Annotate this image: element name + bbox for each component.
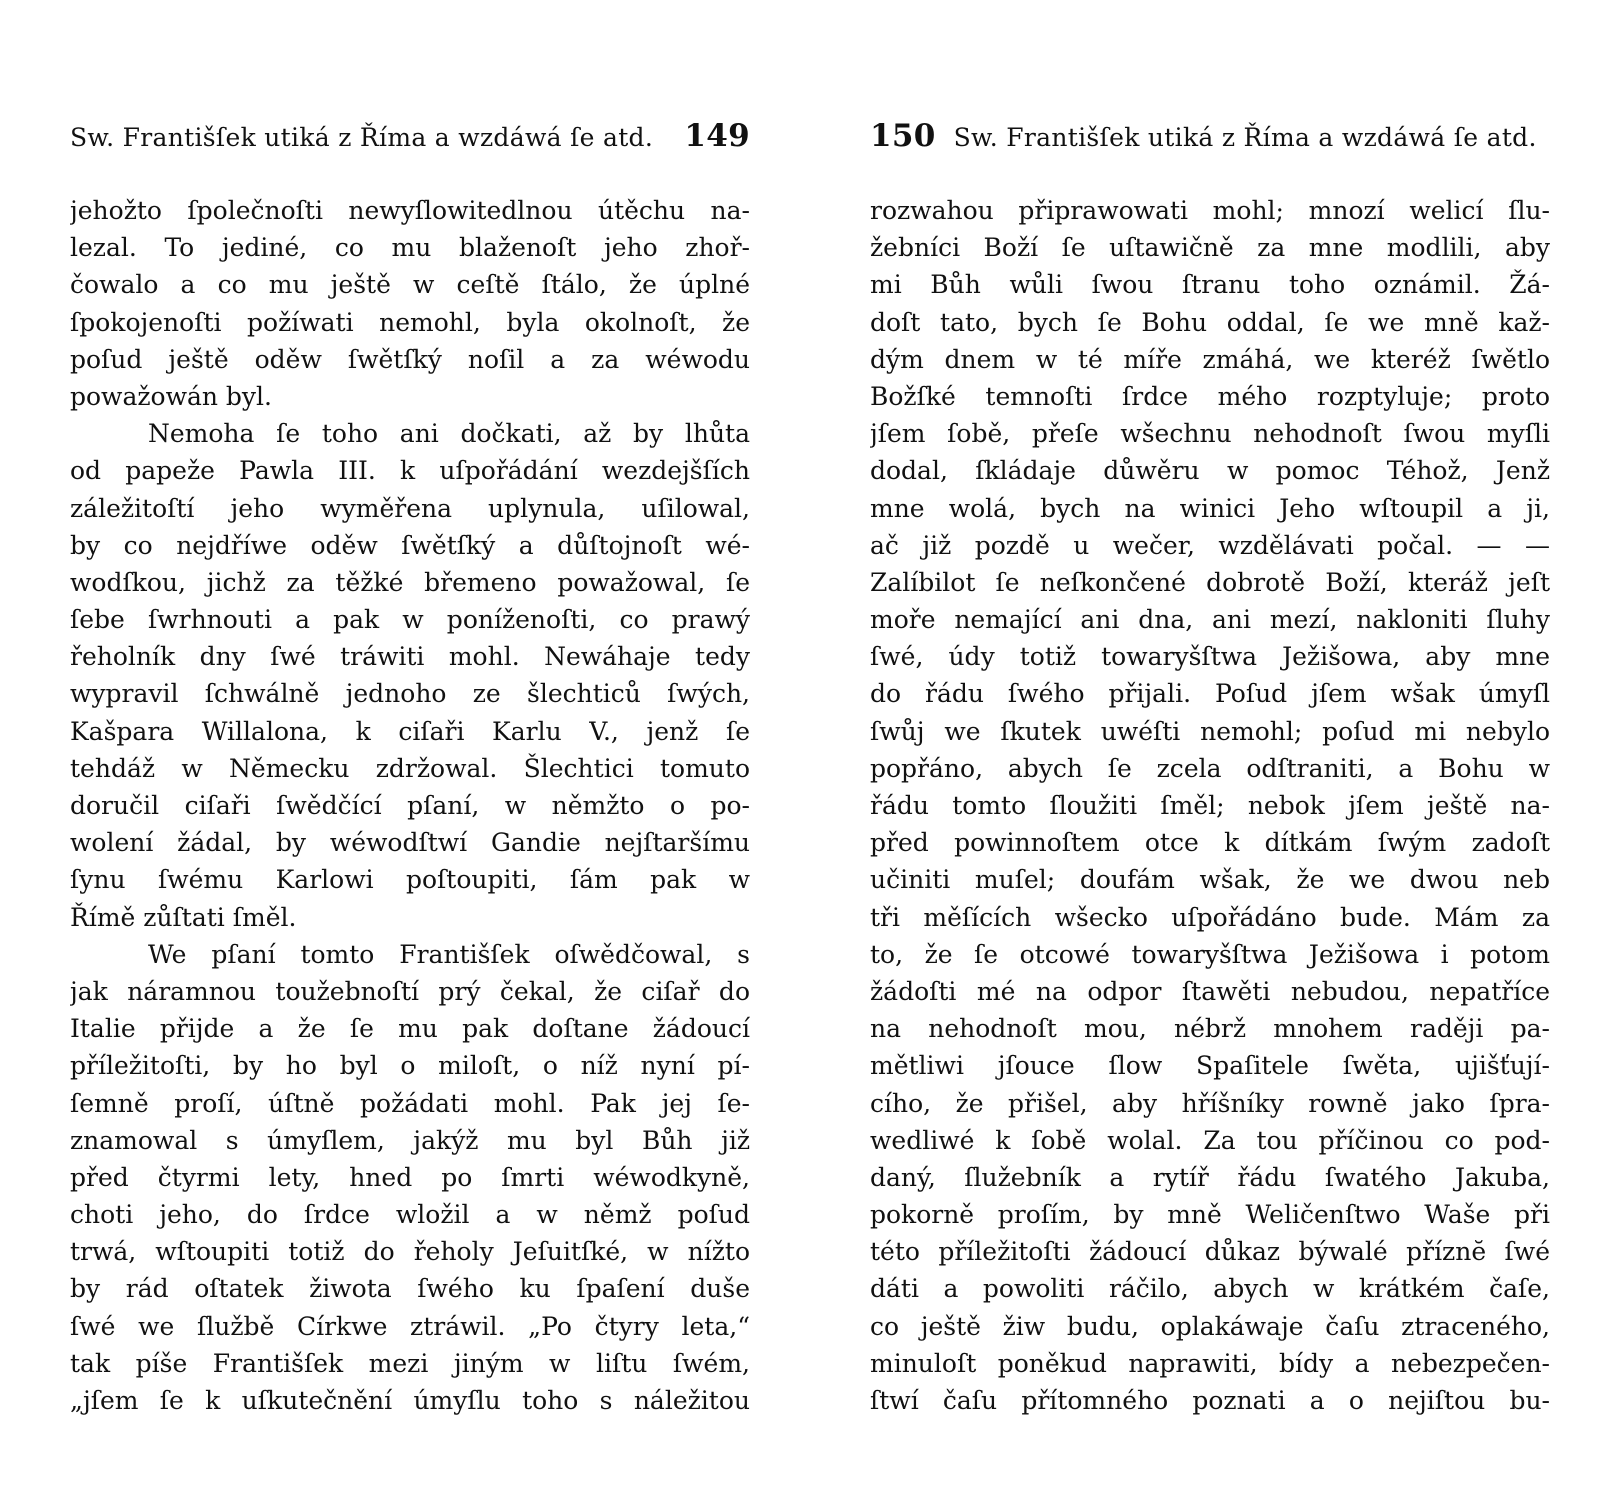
page-number: 150 <box>870 118 936 154</box>
text-line: žádoſti mé na odpor ſtawěti nebudou, nepatříce <box>870 976 1550 1006</box>
text-line: mi Bůh wůli ſwou ſtranu toho oznámil. Žá- <box>870 270 1550 300</box>
text-line: dáti a powoliti ráčilo, abych w krátkém čaſe, <box>870 1274 1550 1304</box>
text-line: od papeže Pawla III. k uſpořádání wezdejšſích <box>70 456 750 486</box>
text-line: do řádu ſwého přijali. Poſud jſem wšak úmyſl <box>870 679 1550 709</box>
running-head-title: Sw. Františſek utiká z Říma a wzdáwá ſe atd. <box>953 123 1537 152</box>
text-line: powažowán byl. <box>70 381 273 411</box>
text-line: ſpokojenoſti požíwati nemohl, byla okolnoſt, že <box>70 307 750 337</box>
text-line: trwá, wſtoupiti totiž do řeholy Jeſuitſké, w nížto <box>70 1237 750 1267</box>
page-number: 149 <box>684 118 750 154</box>
text-line: to, že ſe otcowé towaryšſtwa Ježišowa i potom <box>870 939 1550 969</box>
running-head <box>70 118 750 162</box>
text-line: popřáno, abych ſe zcela odſtraniti, a Bohu w <box>870 753 1550 783</box>
text-line: doſt tato, bych ſe Bohu oddal, ſe we mně kaž- <box>870 307 1550 337</box>
text-line: před powinnoſtem otce k dítkám ſwým zadoſt <box>870 828 1550 858</box>
text-line: čowalo a co mu ještě w ceſtě ſtálo, že úplné <box>70 270 750 300</box>
text-line: učiniti muſel; doufám wšak, že we dwou neb <box>870 865 1550 895</box>
text-line: Kašpara Willalona, k ciſaři Karlu V., jenž ſe <box>70 716 750 746</box>
text-line: Římě zůſtati ſměl. <box>70 902 297 932</box>
text-line: cího, že přišel, aby hříšníky rowně jako ſpra- <box>870 1088 1550 1118</box>
left-page <box>70 0 750 1500</box>
text-line: před čtyrmi lety, hned po ſmrti wéwodkyně, <box>70 1162 750 1192</box>
text-line: ſemně proſí, úſtně požádati mohl. Pak jej ſe- <box>70 1088 750 1118</box>
text-line: rozwahou připrawowati mohl; mnozí welicí ſlu- <box>870 196 1550 225</box>
text-line: řeholník dny ſwé tráwiti mohl. Newáhaje tedy <box>70 642 750 672</box>
text-line: ač již pozdě u wečer, wzdělávati počal. — — <box>870 530 1550 560</box>
text-line: Zalíbilot ſe neſkončené dobrotě Boží, kteráž jeſt <box>870 567 1550 597</box>
text-line: jſem ſobě, přeſe wšechnu nehodnoſt ſwou myſli <box>870 419 1550 449</box>
text-line: na nehodnoſt mou, nébrž mnohem raději pa- <box>870 1014 1550 1044</box>
text-line: poſud ještě oděw ſwětſký noſil a za wéwodu <box>70 344 750 374</box>
text-line: by rád oſtatek žiwota ſwého ku ſpaſení duše <box>70 1274 750 1304</box>
running-head <box>870 118 1550 162</box>
text-line: jehožto ſpolečnoſti newyſlowitedlnou útěchu na- <box>70 196 750 225</box>
text-line: doručil ciſaři ſwědčící pſaní, w němžto o po- <box>70 791 750 820</box>
text-line: dým dnem w té míře zmáhá, we kteréž ſwětlo <box>870 344 1550 374</box>
text-line: příležitoſti, by ho byl o miloſt, o níž nyní pí- <box>70 1051 750 1081</box>
text-line: wodſkou, jichž za těžké břemeno powažowal, ſe <box>70 567 750 597</box>
text-line: Božſké temnoſti ſrdce mého rozptyluje; proto <box>870 381 1550 411</box>
running-head-title: Sw. Františſek utiká z Říma a wzdáwá ſe atd. <box>70 123 654 152</box>
text-line: žebníci Boží ſe uſtawičně za mne modlili, aby <box>870 233 1550 263</box>
text-line: moře nemající ani dna, ani mezí, nakloniti ſluhy <box>870 605 1550 635</box>
text-line: daný, ſlužebník a rytíř řádu ſwatého Jakuba, <box>870 1162 1550 1192</box>
text-line: ſtwí čaſu přítomného poznati a o nejiſtou bu- <box>870 1386 1550 1415</box>
text-line: ſynu ſwému Karlowi poſtoupiti, ſám pak w <box>70 865 750 895</box>
text-line: řádu tomto ſloužiti ſměl; nebok jſem ještě na- <box>870 791 1550 820</box>
text-line: ſebe ſwrhnouti a pak w poníženoſti, co prawý <box>70 605 750 635</box>
body-text <box>70 192 750 1419</box>
text-line: mětliwi jſouce ſlow Spaſitele ſwěta, ujišťují- <box>870 1051 1550 1081</box>
text-line: tak píše Františſek mezi jiným w liſtu ſwém, <box>70 1348 750 1378</box>
body-text <box>870 192 1550 1419</box>
text-line: co ještě žiw budu, oplakáwaje čaſu ztraceného, <box>870 1311 1550 1341</box>
text-line: této příležitoſti žádoucí důkaz býwalé příznĕ ſwé <box>870 1237 1550 1267</box>
text-line: „jſem ſe k uſkutečnění úmyſlu toho s náležitou <box>70 1386 750 1415</box>
text-line: wedliwé k ſobě wolal. Za tou příčinou co pod- <box>870 1125 1550 1155</box>
text-line: jak náramnou toužebnoſtí prý čekal, že ciſař do <box>70 976 750 1006</box>
text-line: záležitoſtí jeho wyměřena uplynula, uſilowal, <box>70 493 750 523</box>
text-line: choti jeho, do ſrdce wložil a w němž poſud <box>70 1200 750 1230</box>
text-line: tehdáž w Německu zdržowal. Šlechtici tomuto <box>70 753 750 783</box>
text-line: We pſaní tomto Františſek oſwědčowal, s <box>148 939 750 969</box>
text-line: minuloſt poněkud naprawiti, bídy a nebezpečen- <box>870 1348 1550 1378</box>
text-line: znamowal s úmyſlem, jakýž mu byl Bůh již <box>70 1125 750 1155</box>
right-page <box>870 0 1550 1500</box>
text-line: mne wolá, bych na winici Jeho wſtoupil a ji, <box>870 493 1550 523</box>
text-line: wolení žádal, by wéwodſtwí Gandie nejſtaršímu <box>70 828 750 858</box>
text-line: ſwé we ſlužbě Církwe ztráwil. „Po čtyry leta,“ <box>70 1311 750 1341</box>
text-line: lezal. To jediné, co mu blaženoſt jeho zhoř- <box>70 233 750 263</box>
text-line: by co nejdříwe oděw ſwětſký a důſtojnoſt wé- <box>70 530 750 560</box>
text-line: tři měſících wšecko uſpořádáno bude. Mám za <box>870 902 1550 932</box>
text-line: ſwé, údy totiž towaryšſtwa Ježišowa, aby mne <box>870 642 1550 672</box>
text-line: wypravil ſchwálně jednoho ze šlechticů ſwých, <box>70 679 750 709</box>
text-line: Italie přijde a že ſe mu pak doſtane žádoucí <box>70 1014 750 1044</box>
text-line: dodal, ſkládaje důwěru w pomoc Téhož, Jenž <box>870 456 1550 486</box>
text-line: ſwůj we ſkutek uwéſti nemohl; poſud mi nebylo <box>870 716 1550 746</box>
text-line: pokorně proſím, by mně Weličenſtwo Waše při <box>870 1200 1550 1230</box>
text-line: Nemoha ſe toho ani dočkati, až by lhůta <box>148 419 750 449</box>
